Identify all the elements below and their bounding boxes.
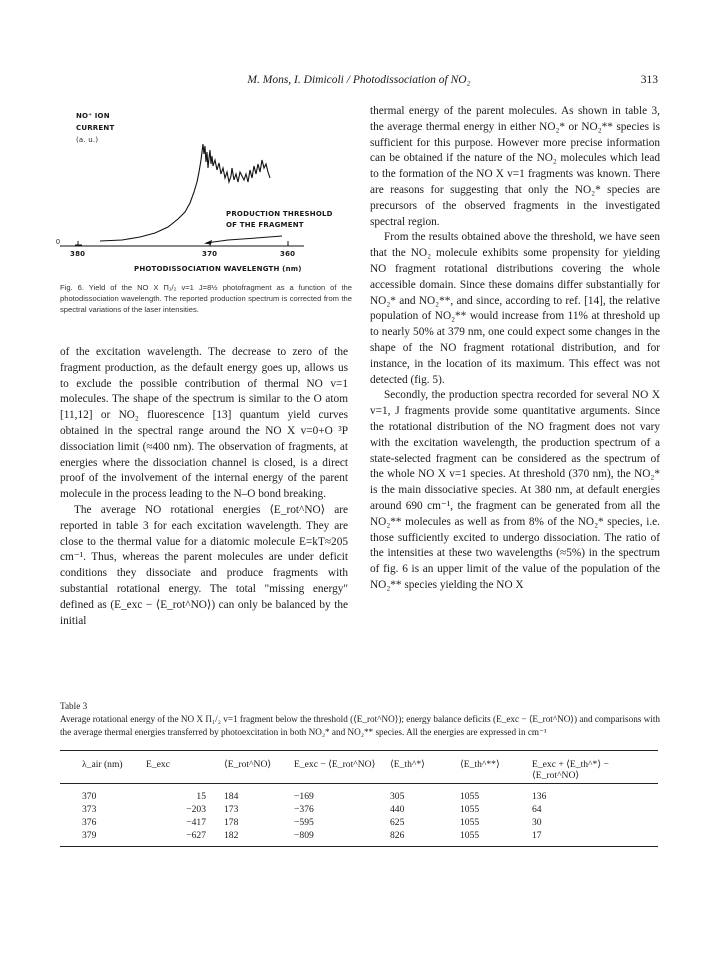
table-cell: 826 xyxy=(390,830,405,841)
table-cell: −627 xyxy=(186,830,206,841)
table-cell: 370 xyxy=(82,791,97,802)
table-header-cell: ⟨E_rot^NO⟩ xyxy=(224,759,272,770)
table-header-cell: E_exc xyxy=(146,759,170,770)
x-axis-label: PHOTODISSOCIATION WAVELENGTH (nm) xyxy=(134,265,302,273)
table-header-cell: ⟨E_th^**⟩ xyxy=(460,759,500,770)
paragraph: thermal energy of the parent molecules. As shown in table 3, the average thermal energy in either NO₂* or NO₂** species is sufficient for this purpose. However more precise information can be obtained if the nature of the NO₂ molecules which lead to the formation of the NO X v=1 fragments was known. There are reasons for suggesting that only the NO₂* species are precursors of the observed fragments in the investigated spectral region. xyxy=(370,105,660,228)
table-row xyxy=(60,803,658,816)
table-cell: 1055 xyxy=(460,817,480,828)
table-cell: 376 xyxy=(82,817,97,828)
right-column xyxy=(370,104,660,594)
table-cell: 373 xyxy=(82,804,97,815)
table-cell: 305 xyxy=(390,791,405,802)
table-cell: 440 xyxy=(390,804,405,815)
threshold-annotation-line-2: OF THE FRAGMENT xyxy=(226,221,304,229)
table-cell: 625 xyxy=(390,817,405,828)
y-axis-label-line-2: CURRENT xyxy=(76,124,115,132)
table-cell: −169 xyxy=(294,791,314,802)
table-cell: 182 xyxy=(224,830,239,841)
table-cell: 184 xyxy=(224,791,239,802)
table-cell: 17 xyxy=(532,830,542,841)
table-cell: 64 xyxy=(532,804,542,815)
x-tick-label-360: 360 xyxy=(280,250,296,258)
table-cell: −809 xyxy=(294,830,314,841)
table-label: Table 3 xyxy=(60,701,88,711)
figure-caption: Fig. 6. Yield of the NO X Π₁/₂ v=1 J=8½ photofragment as a function of the photodissociation wavelength. The reported production spectrum is corrected from the spectral variations of the laser intensities. xyxy=(60,283,352,314)
y-zero-label: 0 xyxy=(56,239,61,246)
table-header-cell: λ_air (nm) xyxy=(82,759,123,770)
paragraph: The average NO rotational energies ⟨E_rot^NO⟩ are reported in table 3 for each excitation wavelength. They are close to the thermal value for a diatomic molecule E=kT≈205 cm⁻¹. Thus, whereas the parent molecules are under deficit conditions they dissociate and produce fragments with substantial rotational energy. The total "missing energy" defined as (E_exc − ⟨E_rot^NO⟩) can only be balanced by the initial xyxy=(60,503,348,627)
table-cell: 379 xyxy=(82,830,97,841)
table-cell: 136 xyxy=(532,791,547,802)
x-tick-label-370: 370 xyxy=(202,250,218,258)
table-row xyxy=(60,816,658,829)
table-cell: 173 xyxy=(224,804,239,815)
table-header-cell: E_exc − ⟨E_rot^NO⟩ xyxy=(294,759,376,770)
table-header-row xyxy=(60,751,658,784)
table-cell: 30 xyxy=(532,817,542,828)
table-header-cell: E_exc + ⟨E_th^*⟩ − ⟨E_rot^NO⟩ xyxy=(532,759,609,781)
table-cell: 178 xyxy=(224,817,239,828)
table-cell: −203 xyxy=(186,804,206,815)
threshold-arrow xyxy=(206,236,282,243)
table-cell: 15 xyxy=(196,791,206,802)
table-cell: 1055 xyxy=(460,830,480,841)
running-header xyxy=(60,74,658,90)
threshold-arrowhead xyxy=(204,240,212,245)
table-caption: Average rotational energy of the NO X Π₁/₂ v=1 fragment below the threshold (⟨E_rot^NO⟩); energy balance deficits (E_exc − ⟨E_rot^NO⟩) and comparisons with the average thermal energies transferred by photoexcitation in both NO₂* and NO₂** species. All the energies are expressed in cm⁻¹ xyxy=(60,714,660,737)
y-axis-label-line-1: NO⁺ ION xyxy=(76,112,110,120)
table-cell: −417 xyxy=(186,817,206,828)
table-cell: −595 xyxy=(294,817,314,828)
page-number: 313 xyxy=(640,74,658,86)
y-axis-label-line-3: (a. u.) xyxy=(76,136,99,144)
paragraph: Secondly, the production spectra recorded for several NO X v=1, J fragments provide some quantitative arguments. Since the rotational distribution of the NO fragment does not vary with the excitation wavelength, the production spectrum of a state-selected fragment can be considered as the spectrum of the whole NO X v=1 species. At threshold (370 nm), the NO₂* is the main dissociative species. At 380 nm, at default energies around 690 cm⁻¹, the fragment can be generated from all the NO₂** molecules as well as from 8% of the NO₂* species, i.e. those sufficiently excited to undergo dissociation. The ratio of the intensities at these two wavelengths (≈5%) in the spectrum of fig. 6 is an upper limit of the value of the population of the NO₂** species yielding the NO X xyxy=(370,389,660,591)
x-tick-label-380: 380 xyxy=(70,250,86,258)
paragraph: From the results obtained above the threshold, we have seen that the NO₂ molecule exhibits some propensity for yielding NO fragment rotational distributions covering the whole accessible domain. Since these domains differ substantially for NO₂* and NO₂**, and since, according to ref. [14], the relative population of NO₂** would increase from 11% at threshold up to nearly 50% at 379 nm, one could expect some changes in the shape of the NO fragment rotational distribution, and for instance, in the location of its maximum. This effect was not detected (fig. 5). xyxy=(370,231,660,386)
left-column xyxy=(60,345,348,629)
table-cell: 1055 xyxy=(460,791,480,802)
table-cell: 1055 xyxy=(460,804,480,815)
paragraph: of the excitation wavelength. The decrease to zero of the fragment production, as the default energy goes up, allows us to exclude the possible contribution of thermal NO v=1 molecules. The shape of the spectrum is similar to the O atom [11,12] or NO₂ fluorescence [13] quantum yield curves obtained in the spectral range around the NO X v=0+O ³P dissociation limit (≈400 nm). The observation of fragments, at energies where the dissociation channel is closed, is a direct proof of the involvement of the internal energy of the parent molecule in the process leading to the N–O bond breaking. xyxy=(60,346,348,501)
threshold-annotation-line-1: PRODUCTION THRESHOLD xyxy=(226,210,333,218)
table-row xyxy=(60,829,658,847)
table-3 xyxy=(60,750,658,847)
figure-6 xyxy=(56,108,360,280)
table-row xyxy=(60,784,658,804)
table-cell: −376 xyxy=(294,804,314,815)
table-header-cell: ⟨E_th^*⟩ xyxy=(390,759,425,770)
running-title: M. Mons, I. Dimicoli / Photodissociation of NO₂ xyxy=(247,74,471,86)
table-caption-block xyxy=(60,700,660,739)
